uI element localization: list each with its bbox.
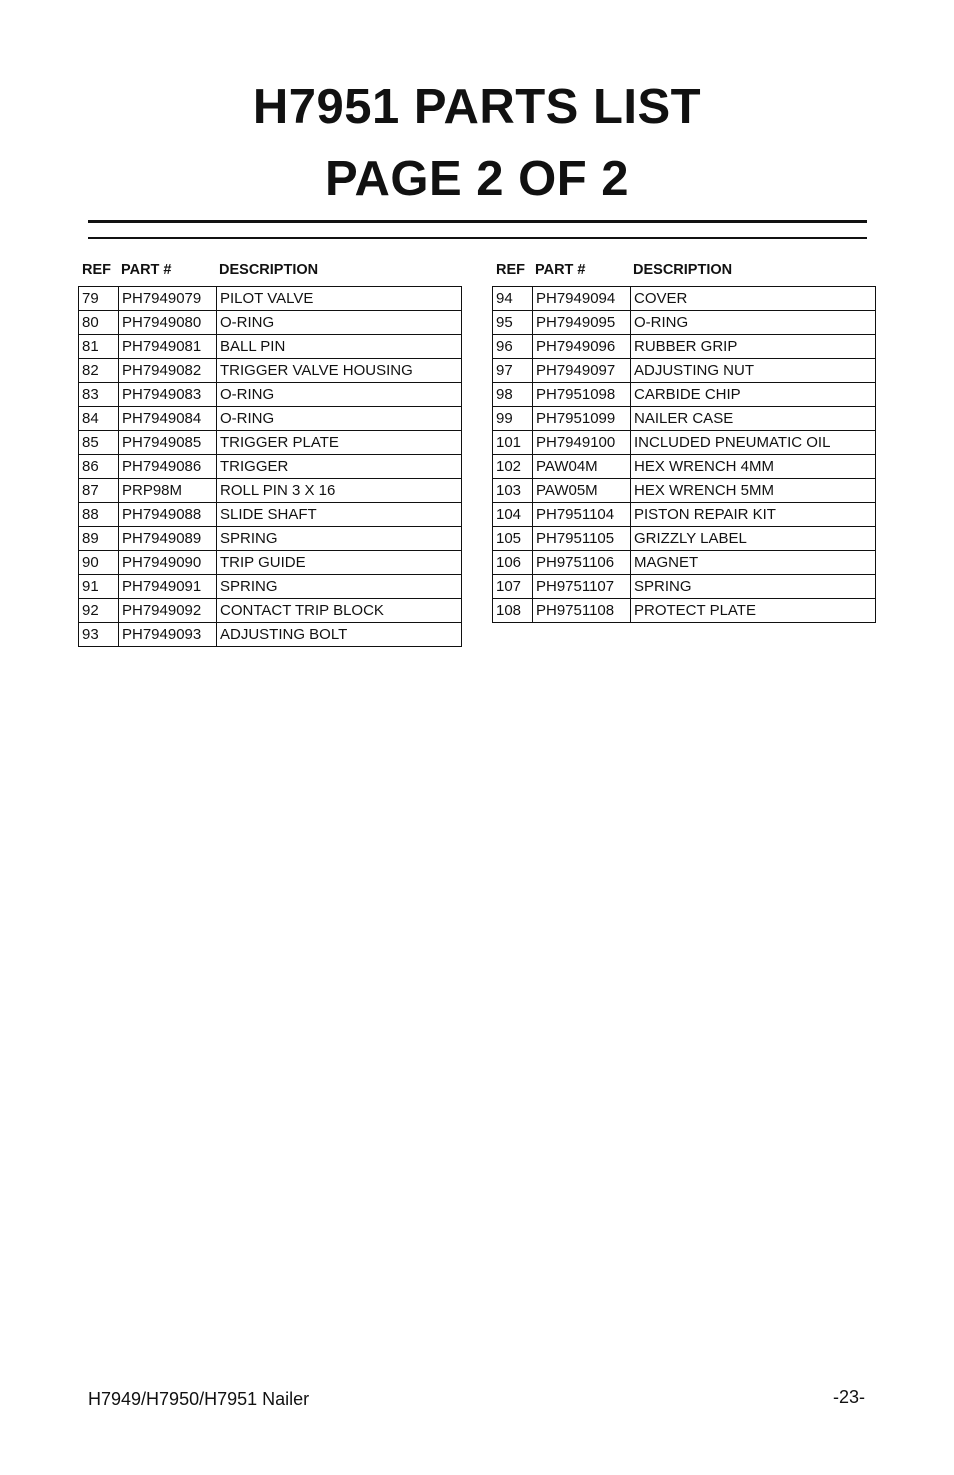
part-number-cell: PH7951104 [533,503,631,527]
table-row [493,455,876,479]
part-number-cell: PAW04M [533,455,631,479]
part-number-cell: PH7949096 [533,335,631,359]
column-header-part: PART # [535,262,586,278]
table-row [79,359,462,383]
description-cell: ADJUSTING BOLT [217,623,462,647]
part-number-cell: PH7949081 [119,335,217,359]
column-header-description: DESCRIPTION [633,262,733,278]
table-row [493,551,876,575]
ref-cell: 85 [79,431,119,455]
description-cell: O-RING [217,383,462,407]
description-cell: TRIGGER VALVE HOUSING [217,359,462,383]
part-number-cell: PH7949079 [119,287,217,311]
part-number-cell: PH7949088 [119,503,217,527]
part-number-cell: PH9751108 [533,599,631,623]
table-row [79,407,462,431]
part-number-cell: PH7949086 [119,455,217,479]
table-row [79,623,462,647]
part-number-cell: PH7949091 [119,575,217,599]
ref-cell: 106 [493,551,533,575]
footer-page-number: -23- [832,1387,865,1407]
parts-table-right [492,260,876,623]
description-cell: PILOT VALVE [217,287,462,311]
table-row [79,599,462,623]
title-divider-thin [88,237,867,239]
part-number-cell: PH7951105 [533,527,631,551]
ref-cell: 102 [493,455,533,479]
ref-cell: 103 [493,479,533,503]
table-row [79,335,462,359]
description-cell: O-RING [217,311,462,335]
ref-cell: 98 [493,383,533,407]
part-number-cell: PH7949082 [119,359,217,383]
description-cell: TRIP GUIDE [217,551,462,575]
part-number-cell: PH7949080 [119,311,217,335]
table-row [493,431,876,455]
ref-cell: 95 [493,311,533,335]
description-cell: HEX WRENCH 5MM [631,479,876,503]
description-cell: TRIGGER [217,455,462,479]
column-header-ref: REF [82,262,111,278]
ref-cell: 79 [79,287,119,311]
part-number-cell: PH7949095 [533,311,631,335]
column-header-description: DESCRIPTION [219,262,319,278]
page-subtitle: PAGE 2 OF 2 [324,152,630,206]
ref-cell: 108 [493,599,533,623]
description-cell: INCLUDED PNEUMATIC OIL [631,431,876,455]
part-number-cell: PH9751107 [533,575,631,599]
part-number-cell: PH7949097 [533,359,631,383]
table-row [493,479,876,503]
part-number-cell: PH7949093 [119,623,217,647]
description-cell: CONTACT TRIP BLOCK [217,599,462,623]
ref-cell: 81 [79,335,119,359]
page-title: H7951 PARTS LIST [252,80,702,134]
table-row [493,575,876,599]
description-cell: SPRING [217,575,462,599]
table-row [79,575,462,599]
ref-cell: 83 [79,383,119,407]
part-number-cell: PH7949100 [533,431,631,455]
table-row [79,287,462,311]
part-number-cell: PAW05M [533,479,631,503]
ref-cell: 93 [79,623,119,647]
parts-table [78,286,462,647]
description-cell: PISTON REPAIR KIT [631,503,876,527]
description-cell: MAGNET [631,551,876,575]
description-cell: NAILER CASE [631,407,876,431]
column-headers [492,260,876,286]
description-cell: PROTECT PLATE [631,599,876,623]
ref-cell: 80 [79,311,119,335]
ref-cell: 88 [79,503,119,527]
part-number-cell: PH7949089 [119,527,217,551]
table-row [79,551,462,575]
table-row [79,479,462,503]
ref-cell: 105 [493,527,533,551]
part-number-cell: PH9751106 [533,551,631,575]
description-cell: HEX WRENCH 4MM [631,455,876,479]
description-cell: ROLL PIN 3 X 16 [217,479,462,503]
parts-table [492,286,876,623]
part-number-cell: PH7949083 [119,383,217,407]
ref-cell: 82 [79,359,119,383]
part-number-cell: PH7949094 [533,287,631,311]
ref-cell: 96 [493,335,533,359]
description-cell: O-RING [217,407,462,431]
table-row [493,503,876,527]
table-row [493,359,876,383]
ref-cell: 86 [79,455,119,479]
part-number-cell: PH7951098 [533,383,631,407]
table-row [79,527,462,551]
description-cell: RUBBER GRIP [631,335,876,359]
column-header-ref: REF [496,262,525,278]
title-divider-thick [88,220,867,223]
description-cell: O-RING [631,311,876,335]
description-cell: GRIZZLY LABEL [631,527,876,551]
description-cell: SPRING [631,575,876,599]
footer-manual-title: H7949/H7950/H7951 Nailer [88,1389,310,1409]
table-row [79,431,462,455]
part-number-cell: PRP98M [119,479,217,503]
ref-cell: 89 [79,527,119,551]
description-cell: SLIDE SHAFT [217,503,462,527]
table-row [493,407,876,431]
part-number-cell: PH7949092 [119,599,217,623]
ref-cell: 91 [79,575,119,599]
description-cell: CARBIDE CHIP [631,383,876,407]
table-row [493,527,876,551]
ref-cell: 92 [79,599,119,623]
ref-cell: 87 [79,479,119,503]
description-cell: COVER [631,287,876,311]
description-cell: TRIGGER PLATE [217,431,462,455]
ref-cell: 101 [493,431,533,455]
part-number-cell: PH7949085 [119,431,217,455]
part-number-cell: PH7949090 [119,551,217,575]
ref-cell: 90 [79,551,119,575]
part-number-cell: PH7949084 [119,407,217,431]
ref-cell: 99 [493,407,533,431]
ref-cell: 107 [493,575,533,599]
table-row [493,599,876,623]
parts-table-left [78,260,462,647]
table-row [493,335,876,359]
ref-cell: 97 [493,359,533,383]
description-cell: ADJUSTING NUT [631,359,876,383]
table-row [493,311,876,335]
table-row [493,383,876,407]
description-cell: SPRING [217,527,462,551]
part-number-cell: PH7951099 [533,407,631,431]
column-header-part: PART # [121,262,172,278]
ref-cell: 104 [493,503,533,527]
table-row [79,503,462,527]
ref-cell: 84 [79,407,119,431]
table-row [493,287,876,311]
column-headers [78,260,462,286]
table-row [79,311,462,335]
description-cell: BALL PIN [217,335,462,359]
table-row [79,383,462,407]
table-row [79,455,462,479]
ref-cell: 94 [493,287,533,311]
